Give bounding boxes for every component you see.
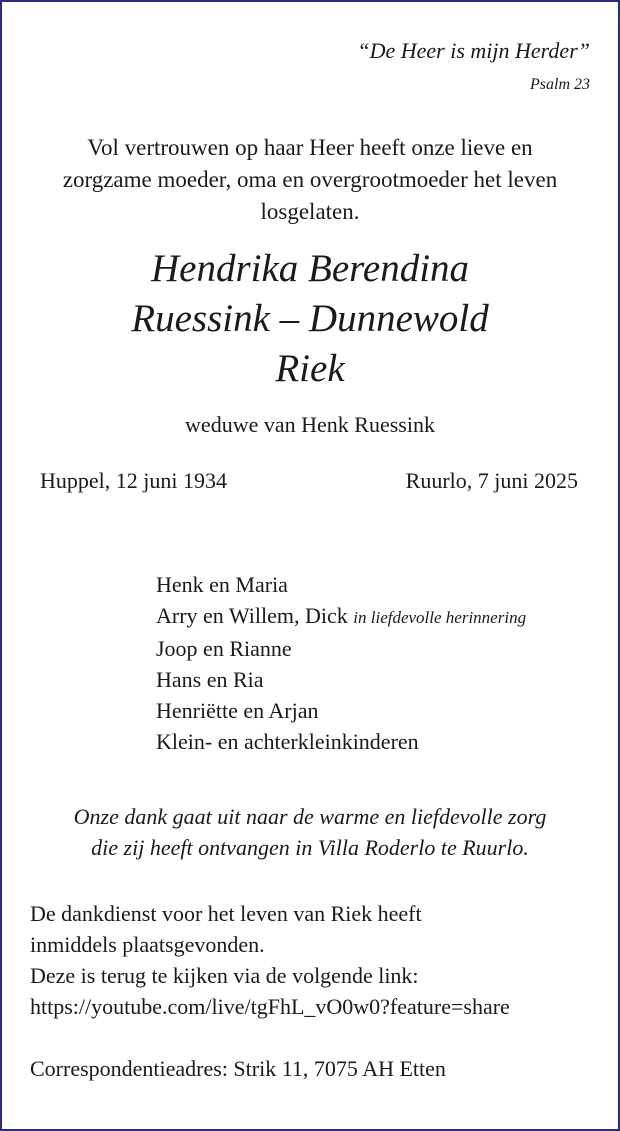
thanks-text	[2, 801, 618, 863]
thanks-line: die zij heeft ontvangen in Villa Roderlo te Ruurlo.	[91, 835, 529, 860]
birth-place-date: Huppel, 12 juni 1934	[40, 468, 227, 493]
list-item	[156, 633, 526, 664]
service-line: De dankdienst voor het leven van Riek heeft	[30, 901, 422, 926]
family-names: Ruessink – Dunnewold	[131, 297, 489, 340]
intro-line: losgelaten.	[260, 199, 360, 224]
family-member: Joop en Rianne	[156, 636, 292, 661]
service-line: inmiddels plaatsgevonden.	[30, 932, 265, 957]
correspondence-address: Correspondentieadres: Strik 11, 7075 AH Etten	[30, 1056, 446, 1081]
family-member: Hans en Ria	[156, 667, 264, 692]
given-names: Hendrika Berendina	[150, 247, 470, 290]
list-item	[156, 569, 526, 600]
list-item	[156, 695, 526, 726]
intro-line: Vol vertrouwen op haar Heer heeft onze lieve en	[87, 135, 533, 160]
thanks-line: Onze dank gaat uit naar de warme en liefdevolle zorg	[73, 804, 547, 829]
family-member: Klein- en achterkleinkinderen	[156, 729, 419, 754]
memorial-note: in liefdevolle herinnering	[353, 608, 527, 627]
widow-of-line: weduwe van Henk Ruessink	[185, 412, 435, 437]
family-member: Henk en Maria	[156, 572, 288, 597]
list-item	[156, 664, 526, 695]
family-member: Arry en Willem, Dick	[156, 603, 348, 628]
list-item	[156, 726, 526, 757]
intro-text	[22, 132, 598, 228]
death-place-date: Ruurlo, 7 juni 2025	[405, 468, 578, 493]
nickname: Riek	[275, 347, 345, 390]
service-info	[30, 898, 510, 1022]
bible-quote: “De Heer is mijn Herder”	[357, 38, 590, 63]
intro-line: zorgzame moeder, oma en overgrootmoeder het leven	[62, 167, 558, 192]
family-member: Henriëtte en Arjan	[156, 698, 319, 723]
list-item	[156, 600, 526, 633]
deceased-name	[2, 244, 618, 394]
service-line: Deze is terug te kijken via de volgende link:	[30, 963, 419, 988]
quote-source: Psalm 23	[530, 76, 590, 93]
family-list	[156, 569, 526, 757]
service-link[interactable]: https://youtube.com/live/tgFhL_vO0w0?feature=share	[30, 994, 510, 1019]
